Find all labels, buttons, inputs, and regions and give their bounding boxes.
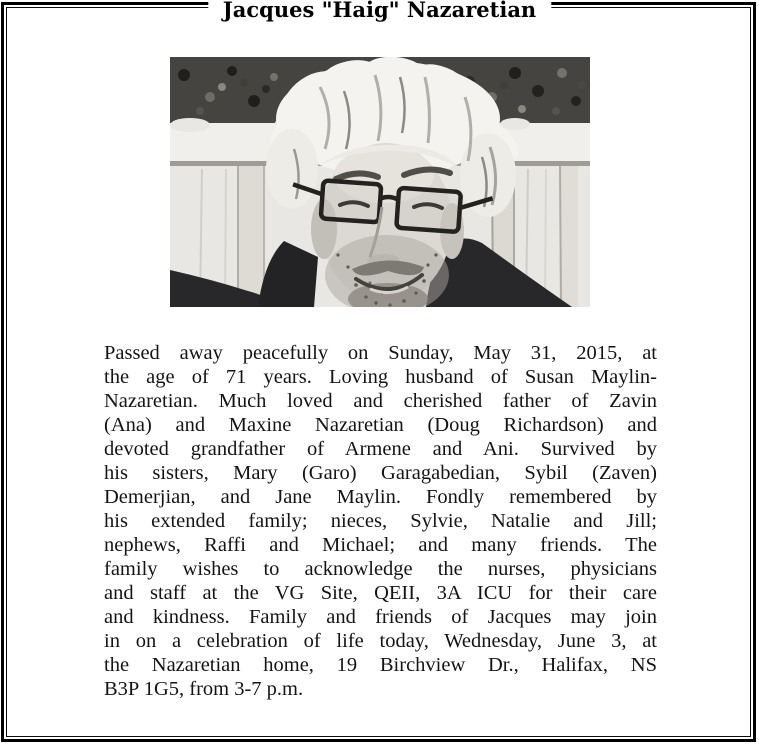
obituary-line: in on a celebration of life today, Wednesday, June 3, at xyxy=(104,630,657,652)
obituary-line: and kindness. Family and friends of Jacques may join xyxy=(104,606,657,628)
obituary-line: his extended family; nieces, Sylvie, Natalie and Jill; xyxy=(104,510,657,532)
obituary-line: (Ana) and Maxine Nazaretian (Doug Richardson) and xyxy=(104,414,657,436)
portrait-photo-illustration xyxy=(170,57,590,307)
obituary-line: family wishes to acknowledge the nurses, physicians xyxy=(104,558,657,580)
obituary-text xyxy=(104,341,657,701)
obituary-line: and staff at the VG Site, QEII, 3A ICU for their care xyxy=(104,582,657,604)
obituary-line: Demerjian, and Jane Maylin. Fondly remembered by xyxy=(104,486,657,508)
obituary-line: devoted grandfather of Armene and Ani. Survived by xyxy=(104,438,657,460)
obituary-line: his sisters, Mary (Garo) Garagabedian, Sybil (Zaven) xyxy=(104,462,657,484)
obituary-line: nephews, Raffi and Michael; and many friends. The xyxy=(104,534,657,556)
obituary-line: B3P 1G5, from 3-7 p.m. xyxy=(104,678,304,700)
obituary-line: Passed away peacefully on Sunday, May 31, 2015, at xyxy=(104,342,657,364)
obituary-line: the Nazaretian home, 19 Birchview Dr., Halifax, NS xyxy=(104,654,657,676)
obituary-line: the age of 71 years. Loving husband of Susan Maylin- xyxy=(104,366,657,388)
portrait-photo xyxy=(170,57,590,307)
obituary-title: Jacques "Haig" Nazaretian xyxy=(208,0,551,22)
obituary-line: Nazaretian. Much loved and cherished father of Zavin xyxy=(104,390,657,412)
